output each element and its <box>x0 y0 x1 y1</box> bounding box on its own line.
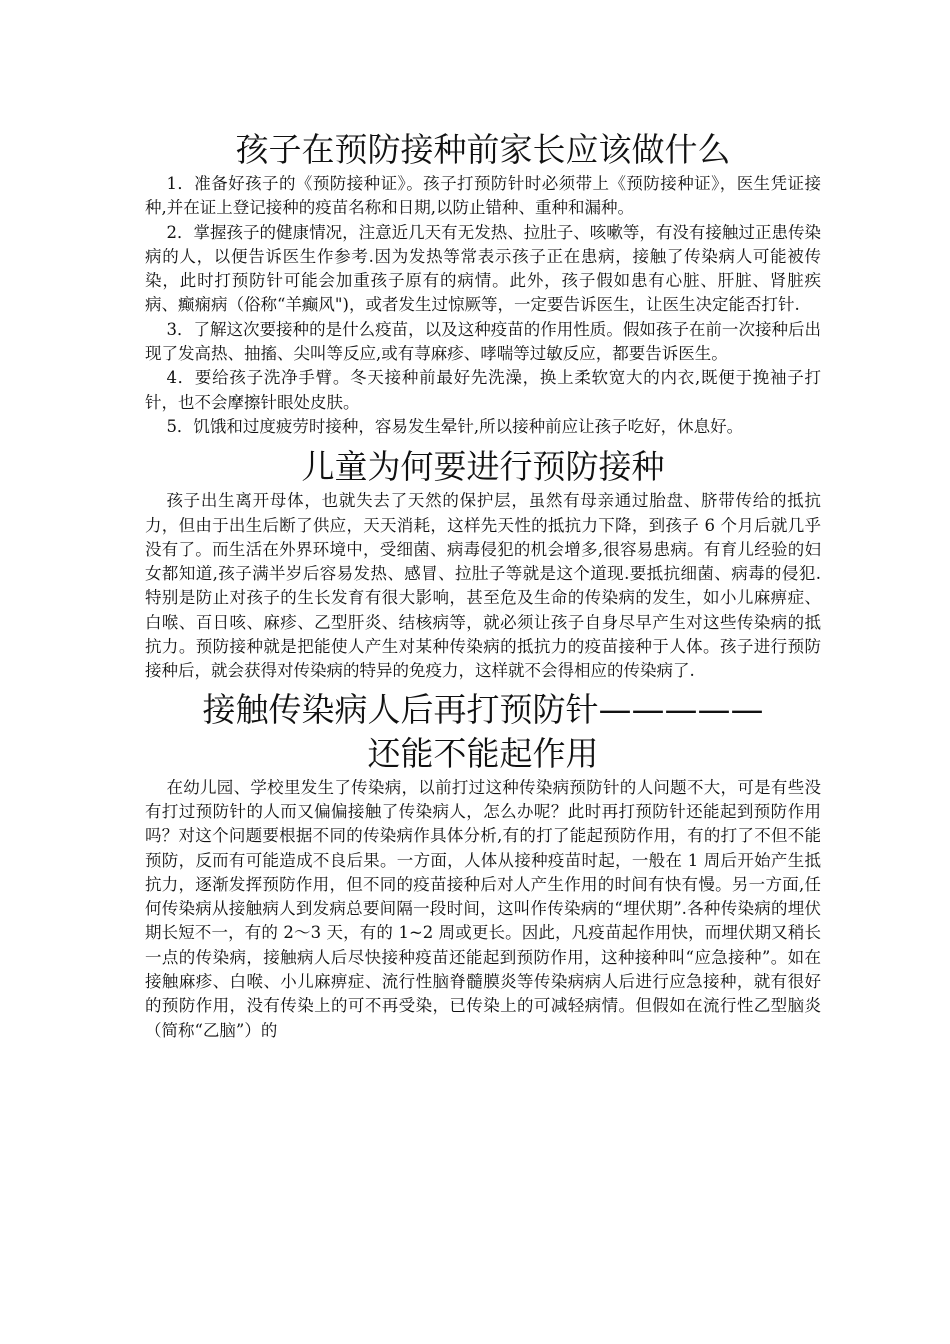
document-page <box>145 128 821 1043</box>
paragraph-3-1: 在幼儿园、学校里发生了传染病，以前打过这种传染病预防针的人问题不大，可是有些没有打过预防针的人而又偏偏接触了传染病人，怎么办呢？此时再打预防针还能起到预防作用吗？对这个问题要根据不同的传染病作具体分析,有的打了能起预防作用，有的打了不但不能预防，反而有可能造成不良后果。一方面，人体从接种疫苗时起，一般在 1 周后开始产生抵抗力，逐渐发挥预防作用，但不同的疫苗接种后对人产生作用的时间有快有慢。另一方面,任何传染病从接触病人到发病总要间隔一段时间，这叫作传染病的“埋伏期”.各种传染病的埋伏期长短不一，有的 2～3 天，有的 1~2 周或更长。因此，凡疫苗起作用快，而埋伏期又稍长一点的传染病，接触病人后尽快接种疫苗还能起到预防作用，这种接种叫“应急接种”。如在接触麻疹、白喉、小儿麻痹症、流行性脑脊髓膜炎等传染病病人后进行应急接种，就有很好的预防作用，没有传染上的可不再受染，已传染上的可减轻病情。但假如在流行性乙型脑炎（简称“乙脑”）的 <box>145 777 821 1040</box>
paragraph-1-4: 4．要给孩子洗净手臂。冬天接种前最好先洗澡，换上柔软宽大的内衣,既便于挽袖子打针，也不会摩擦针眼处皮肤。 <box>145 368 821 412</box>
paragraph-1-1: 1．准备好孩子的《预防接种证》。孩子打预防针时必须带上《预防接种证》，医生凭证接种,并在证上登记接种的疫苗名称和日期,以防止错种、重种和漏种。 <box>145 174 821 218</box>
section-title-2: 儿童为何要进行预防接种 <box>301 447 665 487</box>
paragraph-2-1: 孩子出生离开母体，也就失去了天然的保护层，虽然有母亲通过胎盘、脐带传给的抵抗力，但由于出生后断了供应，天天消耗，这样先天性的抵抗力下降，到孩子 6 个月后就几乎没有了。而生活在外界环境中，受细菌、病毒侵犯的机会增多,很容易患病。有育儿经验的妇女都知道,孩子满半岁后容易发热、感冒、拉肚子等就是这个道现.要抵抗细菌、病毒的侵犯. 特别是防止对孩子的生长发育有很大影响，甚至危及生命的传染病的发生，如小儿麻痹症、白喉、百日咳、麻疹、乙型肝炎、结核病等，就必须让孩子自身尽早产生对这些传染病的抵抗力。预防接种就是把能使人产生对某种传染病的抵抗力的疫苗接种于人体。孩子进行预防接种后，就会获得对传染病的特异的免疫力，这样就不会得相应的传染病了. <box>145 491 821 681</box>
section-title-3-line-2: 还能不能起作用 <box>367 733 599 773</box>
section-title-3-line-1: 接触传染病人后再打预防针————— <box>202 689 764 729</box>
section-title-1: 孩子在预防接种前家长应该做什么 <box>235 130 731 169</box>
paragraph-1-5: 5．饥饿和过度疲劳时接种，容易发生晕针,所以接种前应让孩子吃好，休息好。 <box>166 416 744 436</box>
paragraph-1-2: 2．掌握孩子的健康情况，注意近几天有无发热、拉肚子、咳嗽等，有没有接触过正患传染病的人，以便告诉医生作参考.因为发热等常表示孩子正在患病，接触了传染病人可能被传染，此时打预防针可能会加重孩子原有的病情。此外，孩子假如患有心脏、肝脏、肾脏疾病、癫痫病（俗称“羊癫风")，或者发生过惊厥等，一定要告诉医生，让医生决定能否打针. <box>145 222 821 315</box>
paragraph-1-3: 3．了解这次要接种的是什么疫苗，以及这种疫苗的作用性质。假如孩子在前一次接种后出现了发高热、抽搐、尖叫等反应,或有荨麻疹、哮喘等过敏反应，都要告诉医生。 <box>145 319 821 364</box>
